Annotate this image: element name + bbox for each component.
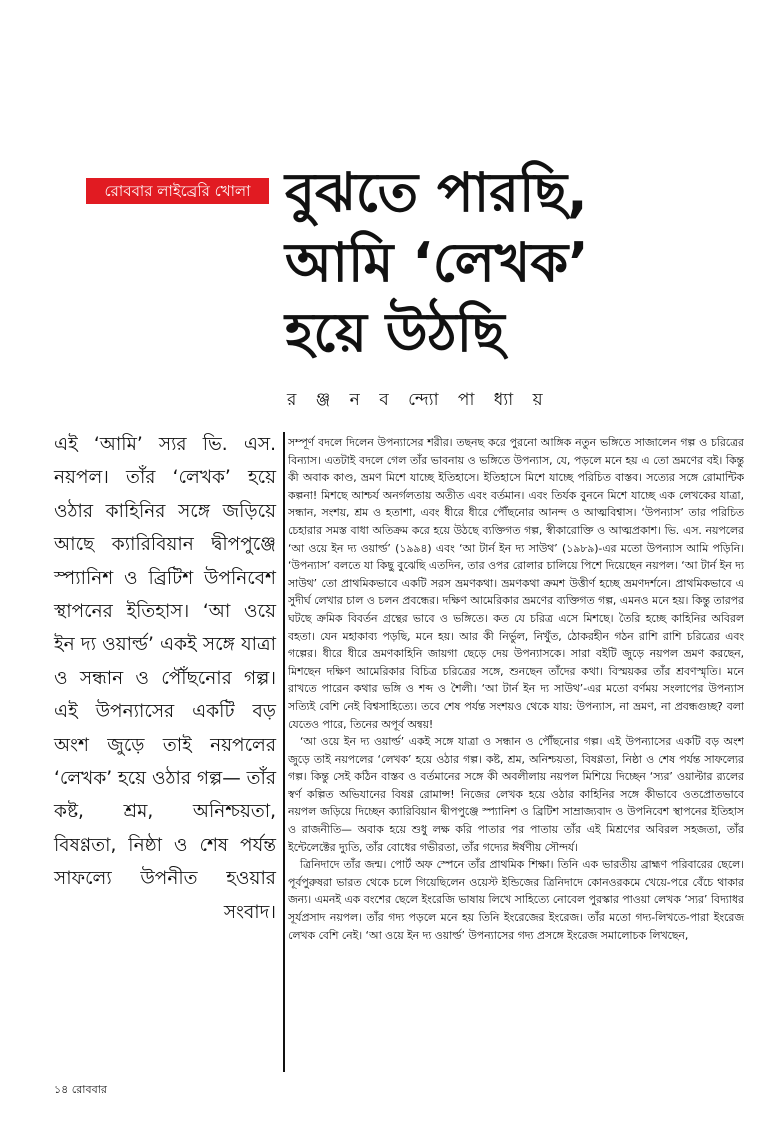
headline-line-1: বুঝতে পারছি, [285, 161, 588, 224]
section-tag: রোববার লাইব্রেরি খোলা [86, 178, 269, 204]
column-divider [283, 432, 285, 1072]
body-paragraph-2: ‘আ ওয়ে ইন দ্য ওয়ার্ল্ড’ একই সঙ্গে যাত্রা ও সন্ধান ও পৌঁছনোর গল্প। এই উপন্যাসের একটি বড় অংশ জুড়ে তাই নয়পলের ‘লেখক’ হয়ে ওঠার গল্প। কষ্ট, শ্রম, অনিশ্চয়তা, বিষণ্ণতা, নিষ্ঠা ও শেষ পর্যন্ত সাফল্যের গল্প। কিন্তু সেই কঠিন বাস্তব ও বর্তমানের সঙ্গে কী অবলীলায় নয়পল মিশিয়ে দিচ্ছেন ‘স্যর’ ওয়াল্টার র‍্যলের স্বর্ণ কল্পিত অভিযানের বিষণ্ণ রোমান্স! নিজের লেখক হয়ে ওঠার কাহিনির সঙ্গে কীভাবে ওতপ্রোতভাবে নয়পল জড়িয়ে দিচ্ছেন ক্যারিবিয়ান দ্বীপপুঞ্জে স্প্যানিশ ও ব্রিটিশ সাম্রাজ্যবাদ ও উপনিবেশ স্থাপনের ইতিহাস ও রাজনীতি— অবাক হয়ে শুধু লক্ষ করি পাতার পর পাতায় তাঁর এই মিশ্রণের অবিরল সহজতা, তাঁর ইন্টেলেক্টের দ্যুতি, তাঁর বোধের গভীরতা, তাঁর গদ্যের ঈর্ষণীয় সৌন্দর্য। [288, 735, 744, 854]
headline-line-3: হয়ে উঠছি [285, 301, 505, 364]
article-body [288, 434, 744, 1084]
page-folio: ১৪ রোববার [54, 1083, 107, 1096]
pull-quote: এই ‘আমি’ স্যর ভি. এস. নয়পল। তাঁর ‘লেখক’ হয়ে ওঠার কাহিনির সঙ্গে জড়িয়ে আছে ক্যারিবিয়ান দ্বীপপুঞ্জে স্প্যানিশ ও ব্রিটিশ উপনিবেশ স্থাপনের ইতিহাস। ‘আ ওয়ে ইন দ্য ওয়ার্ল্ড’ একই সঙ্গে যাত্রা ও সন্ধান ও পৌঁছনোর গল্প। এই উপন্যাসের একটি বড় অংশ জুড়ে তাই নয়পলের ‘লেখক’ হয়ে ওঠার গল্প— তাঁর কষ্ট, শ্রম, অনিশ্চয়তা, বিষণ্ণতা, নিষ্ঠা ও শেষ পর্যন্ত সাফল্যে উপনীত হওয়ার সংবাদ। [54, 434, 277, 923]
headline [285, 158, 745, 368]
headline-line-2: আমি ‘লেখক’ [285, 231, 589, 294]
body-paragraph-1: সম্পূর্ণ বদলে দিলেন উপন্যাসের শরীর। তছনছ করে পুরনো আঙ্গিক নতুন ভঙ্গিতে সাজালেন গল্প ও চরিত্রের বিন্যাস। এতটাই বদলে গেল তাঁর ভাবনায় ও ভঙ্গিতে উপন্যাস, যে, পড়লে মনে হয় এ তো ভ্রমণের বই। কিন্তু কী অবাক কাণ্ড, ভ্রমণ মিশে যাচ্ছে ইতিহাসে। ইতিহাসে মিশে যাচ্ছে পরিচিত বাস্তব। সত্যের সঙ্গে রোমান্টিক কল্পনা! মিশছে আশ্চর্য অনর্গলতায় অতীত এবং বর্তমান। এবং তির্যক বুননে মিশে যাচ্ছে এক লেখকের যাত্রা, সন্ধান, সংশয়, শ্রম ও হতাশা, এবং ধীরে ধীরে পৌঁছনোর আনন্দ ও আত্মবিশ্বাস। ‘উপন্যাস’ তার পরিচিত চেহারার সমস্ত বাধা অতিক্রম করে হয়ে উঠছে ব্যক্তিগত গল্প, স্বীকারোক্তি ও আত্মপ্রকাশ। ভি. এস. নয়পলের ‘আ ওয়ে ইন দ্য ওয়ার্ল্ড’ (১৯৯৪) এবং ‘আ টার্ন ইন দ্য সাউথ’ (১৯৮৯)-এর মতো উপন্যাস আমি পড়িনি। ‘উপন্যাস’ বলতে যা কিছু বুঝেছি এতদিন, তার ওপর রোলার চালিয়ে পিশে দিয়েছেন নয়পল। ‘আ টার্ন ইন দ্য সাউথ’ তো প্রাথমিকভাবে একটি সরস ভ্রমণকথা। ভ্রমণকথা ক্রমশ উত্তীর্ণ হচ্ছে ভ্রমণদর্শনে। প্রাথমিকভাবে এ সুদীর্ঘ লেখার চাল ও চলন প্রবন্ধের। দক্ষিণ আমেরিকার ভ্রমণের ব্যক্তিগত গল্প, এমনও মনে হয়। কিন্তু তারপর ঘটছে ক্রমিক বিবর্তন গ্রন্থের ভাবে ও ভঙ্গিতে। কত যে চরিত্র এসে মিশছে। তৈরি হচ্ছে কাহিনির অবিরল বহতা। যেন মহাকাব্য পড়ছি, মনে হয়। আর কী নির্ভুল, নিখুঁত, ঠোকরহীন গঠন রাশি রাশি চরিত্রের এবং গল্পের। ধীরে ধীরে ভ্রমণকাহিনি জায়গা ছেড়ে দেয় উপন্যাসকে। সারা বইটি জুড়ে নয়পল ভ্রমণ করছেন, মিশছেন দক্ষিণ আমেরিকার বিচিত্র চরিত্রের সঙ্গে, শুনছেন তাঁদের কথা। বিস্ময়কর তাঁর শ্রবণস্মৃতি। মনে রাখতে পারেন কথার ভঙ্গি ও শব্দ ও শৈলী। ‘আ টার্ন ইন দ্য সাউথ’-এর মতো বর্ণময় সংলাপের উপন্যাস সত্যিই বেশি নেই বিশ্বসাহিত্যে। তবে শেষ পর্যন্ত সংশয়ও থেকে যায়: উপন্যাস, না ভ্রমণ, না প্রবন্ধগুচ্ছ? বলা যেতেও পারে, তিনের অপূর্ব অন্বয়! [288, 436, 744, 731]
author-byline: র ঞ্জ ন ব ন্দ্যো পা ধ্যা য় [287, 390, 550, 410]
body-paragraph-3: ত্রিনিদাদে তাঁর জন্ম। পোর্ট অফ স্পেনে তাঁর প্রাথমিক শিক্ষা। তিনি এক ভারতীয় ব্রাহ্মণ পরিবারের ছেলে। পূর্বপুরুষরা ভারত থেকে চলে গিয়েছিলেন ওয়েস্ট ইন্ডিজের ত্রিনিদাদে কোনওরকমে খেয়ে-পরে বেঁচে থাকার জন্য। এমনই এক বংশের ছেলে ইংরেজি ভাষায় লিখে সাহিত্যে নোবেল পুরস্কার পাওয়া লেখক ‘স্যর’ বিদ্যাধর সূর্যপ্রসাদ নয়পল। তাঁর গদ্য পড়লে মনে হয় তিনি ইংরেজের ইংরেজ। তাঁর মতো গদ্য-লিখতে-পারা ইংরেজ লেখক বেশি নেই। ‘আ ওয়ে ইন দ্য ওয়ার্ল্ড’ উপন্যাসের গদ্য প্রসঙ্গে ইংরেজ সমালোচক লিখছেন, [288, 858, 744, 942]
